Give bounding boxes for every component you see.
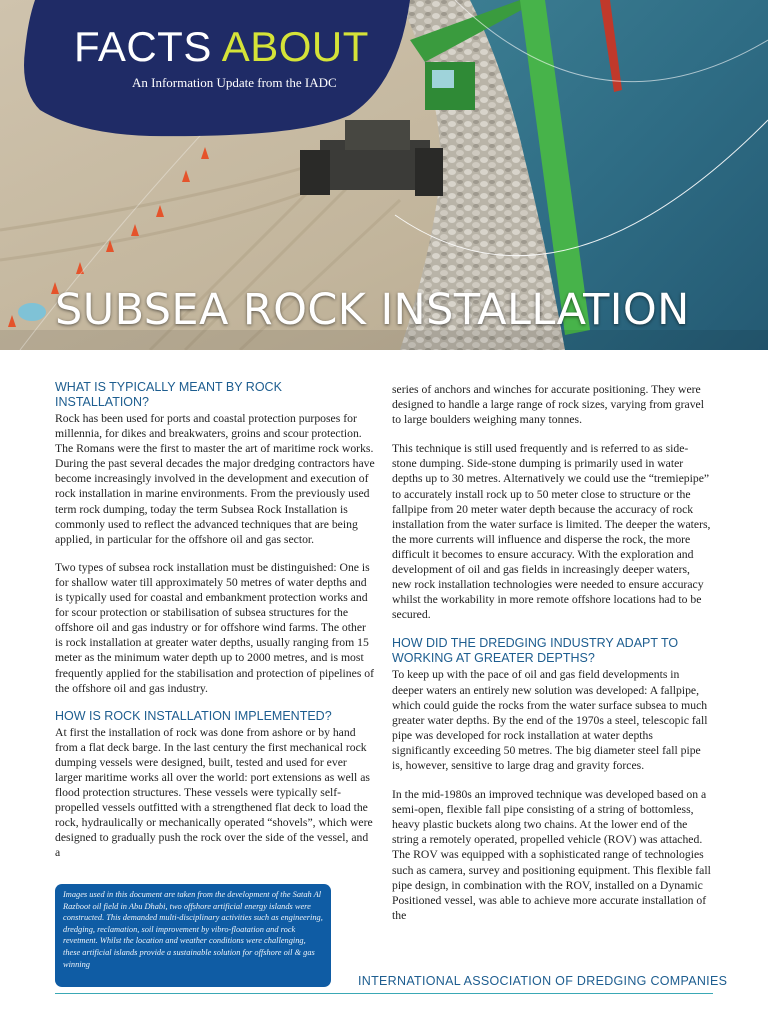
section-heading: HOW DID THE DREDGING INDUSTRY ADAPT TO WORKING AT GREATER DEPTHS? xyxy=(392,636,679,666)
footer-divider xyxy=(55,993,713,994)
page-title: SUBSEA ROCK INSTALLATION xyxy=(55,285,690,335)
paragraph: To keep up with the pace of oil and gas field developments in deeper waters an entirely new solution was developed: A fallpipe, which could guide the rocks from the water surface subsea to much greater water depths. By the end of the 1970s a steel, telescopic fall pipe was developed for rock installation at water depths significantly exceeding 50 metres. The big diameter steel fall pipe is, however, sensitive to large drag and gravity forces. xyxy=(392,668,708,772)
section-heading: WHAT IS TYPICALLY MEANT BY ROCK INSTALLATION? xyxy=(55,380,282,409)
right-column xyxy=(392,382,712,937)
section-heading: HOW IS ROCK INSTALLATION IMPLEMENTED? xyxy=(55,708,332,723)
hero-photo xyxy=(0,0,768,350)
tagline: An Information Update from the IADC xyxy=(132,75,337,90)
paragraph: At first the installation of rock was done from ashore or by hand from a flat deck barge. In the last century the first mechanical rock dumping vessels were designed, built, tested and used for ever larger maritime works all over the world: port extensions as well as flood protection structures. These vessels were typically self-propelled vessels outfitted with a strengthened flat deck to load the rock, hydraulically or mechanically operated “shovels”, which were designed to gradually push the rock over the side of the vessel, and a xyxy=(55,725,373,860)
paragraph: This technique is still used frequently and is referred to as side-stone dumping. Side-stone dumping is primarily used in water depths up to 30 metres. Alternatively we could use the “tremiepipe” to accurately install rock up to 50 meter close to structure or the fallpipe from 20 meter water depth because the accuracy of rock installation from the water surface is limited. The deeper the waters, the more currents will influence and disperse the rock, the more difficult it becomes to ensure accuracy. With the exploration and development of oil and gas fields in increasingly deeper waters, new rock installation technologies were needed to ensure accuracy whilst the workability in more remote offshore locations had to be secured. xyxy=(392,442,711,622)
paragraph: Two types of subsea rock installation must be distinguished: One is for shallow water till approximately 50 metres of water depths and is typically used for coastal and embankment protection works and for scour protection or stabilisation of subsea structures for the offshore oil and gas industry or for offshore wind farms. The other is rock installation at greater water depths, usually ranging from 15 meter as the minimum water depth up to 2000 metres, and is most frequently applied for the stabilisation and protection of pipelines of the offshore oil and gas industry. xyxy=(55,560,375,695)
footer-organization: INTERNATIONAL ASSOCIATION OF DREDGING COMPANIES xyxy=(358,974,728,988)
title-facts: FACTS xyxy=(74,23,212,70)
paragraph: series of anchors and winches for accurate positioning. They were designed to handle a large range of rock sizes, varying from gravel to large boulders weighing many tonnes. xyxy=(392,383,704,427)
left-column xyxy=(55,380,375,874)
facts-about-title xyxy=(74,22,369,72)
title-about: ABOUT xyxy=(221,23,369,70)
paragraph: In the mid-1980s an improved technique was developed based on a semi-open, flexible fall pipe consisting of a string of bottomless, heavy plastic buckets along two chains. At the lower end of the string a remotely operated, propelled vehicle (ROV) was attached. The ROV was equipped with a sophisticated range of technologies such as camera, survey and positioning equipment. This flexible fall pipe design, in combination with the ROV, installed on a Dynamic Positioned vessel, was able to achieve more accurate installation of the xyxy=(392,788,711,922)
paragraph: Rock has been used for ports and coastal protection purposes for millennia, for dikes and breakwaters, groins and scour protection. The Romans were the first to master the art of maritime rock works. During the past several decades the major dredging contractors have become increasingly involved in the development and execution of rock installation in marine environments. From the previously used term rock dumping, today the term Subsea Rock Installation is commonly used to reflect the advanced techniques that are being applied, in particular for the offshore oil and gas sector. xyxy=(55,412,375,546)
image-caption-box: Images used in this document are taken from the development of the Satah Al Razboot oil field in Abu Dhabi, two offshore artificial energy islands were constructed. This demanded multi-disciplinary activities such as engineering, dredging, reclamation, soil improvement by vibro-floatation and rock revetment. Whilst the location and weather conditions were challenging, these artificial islands provide a sustainable solution for offshore oil & gas winning xyxy=(55,884,331,987)
